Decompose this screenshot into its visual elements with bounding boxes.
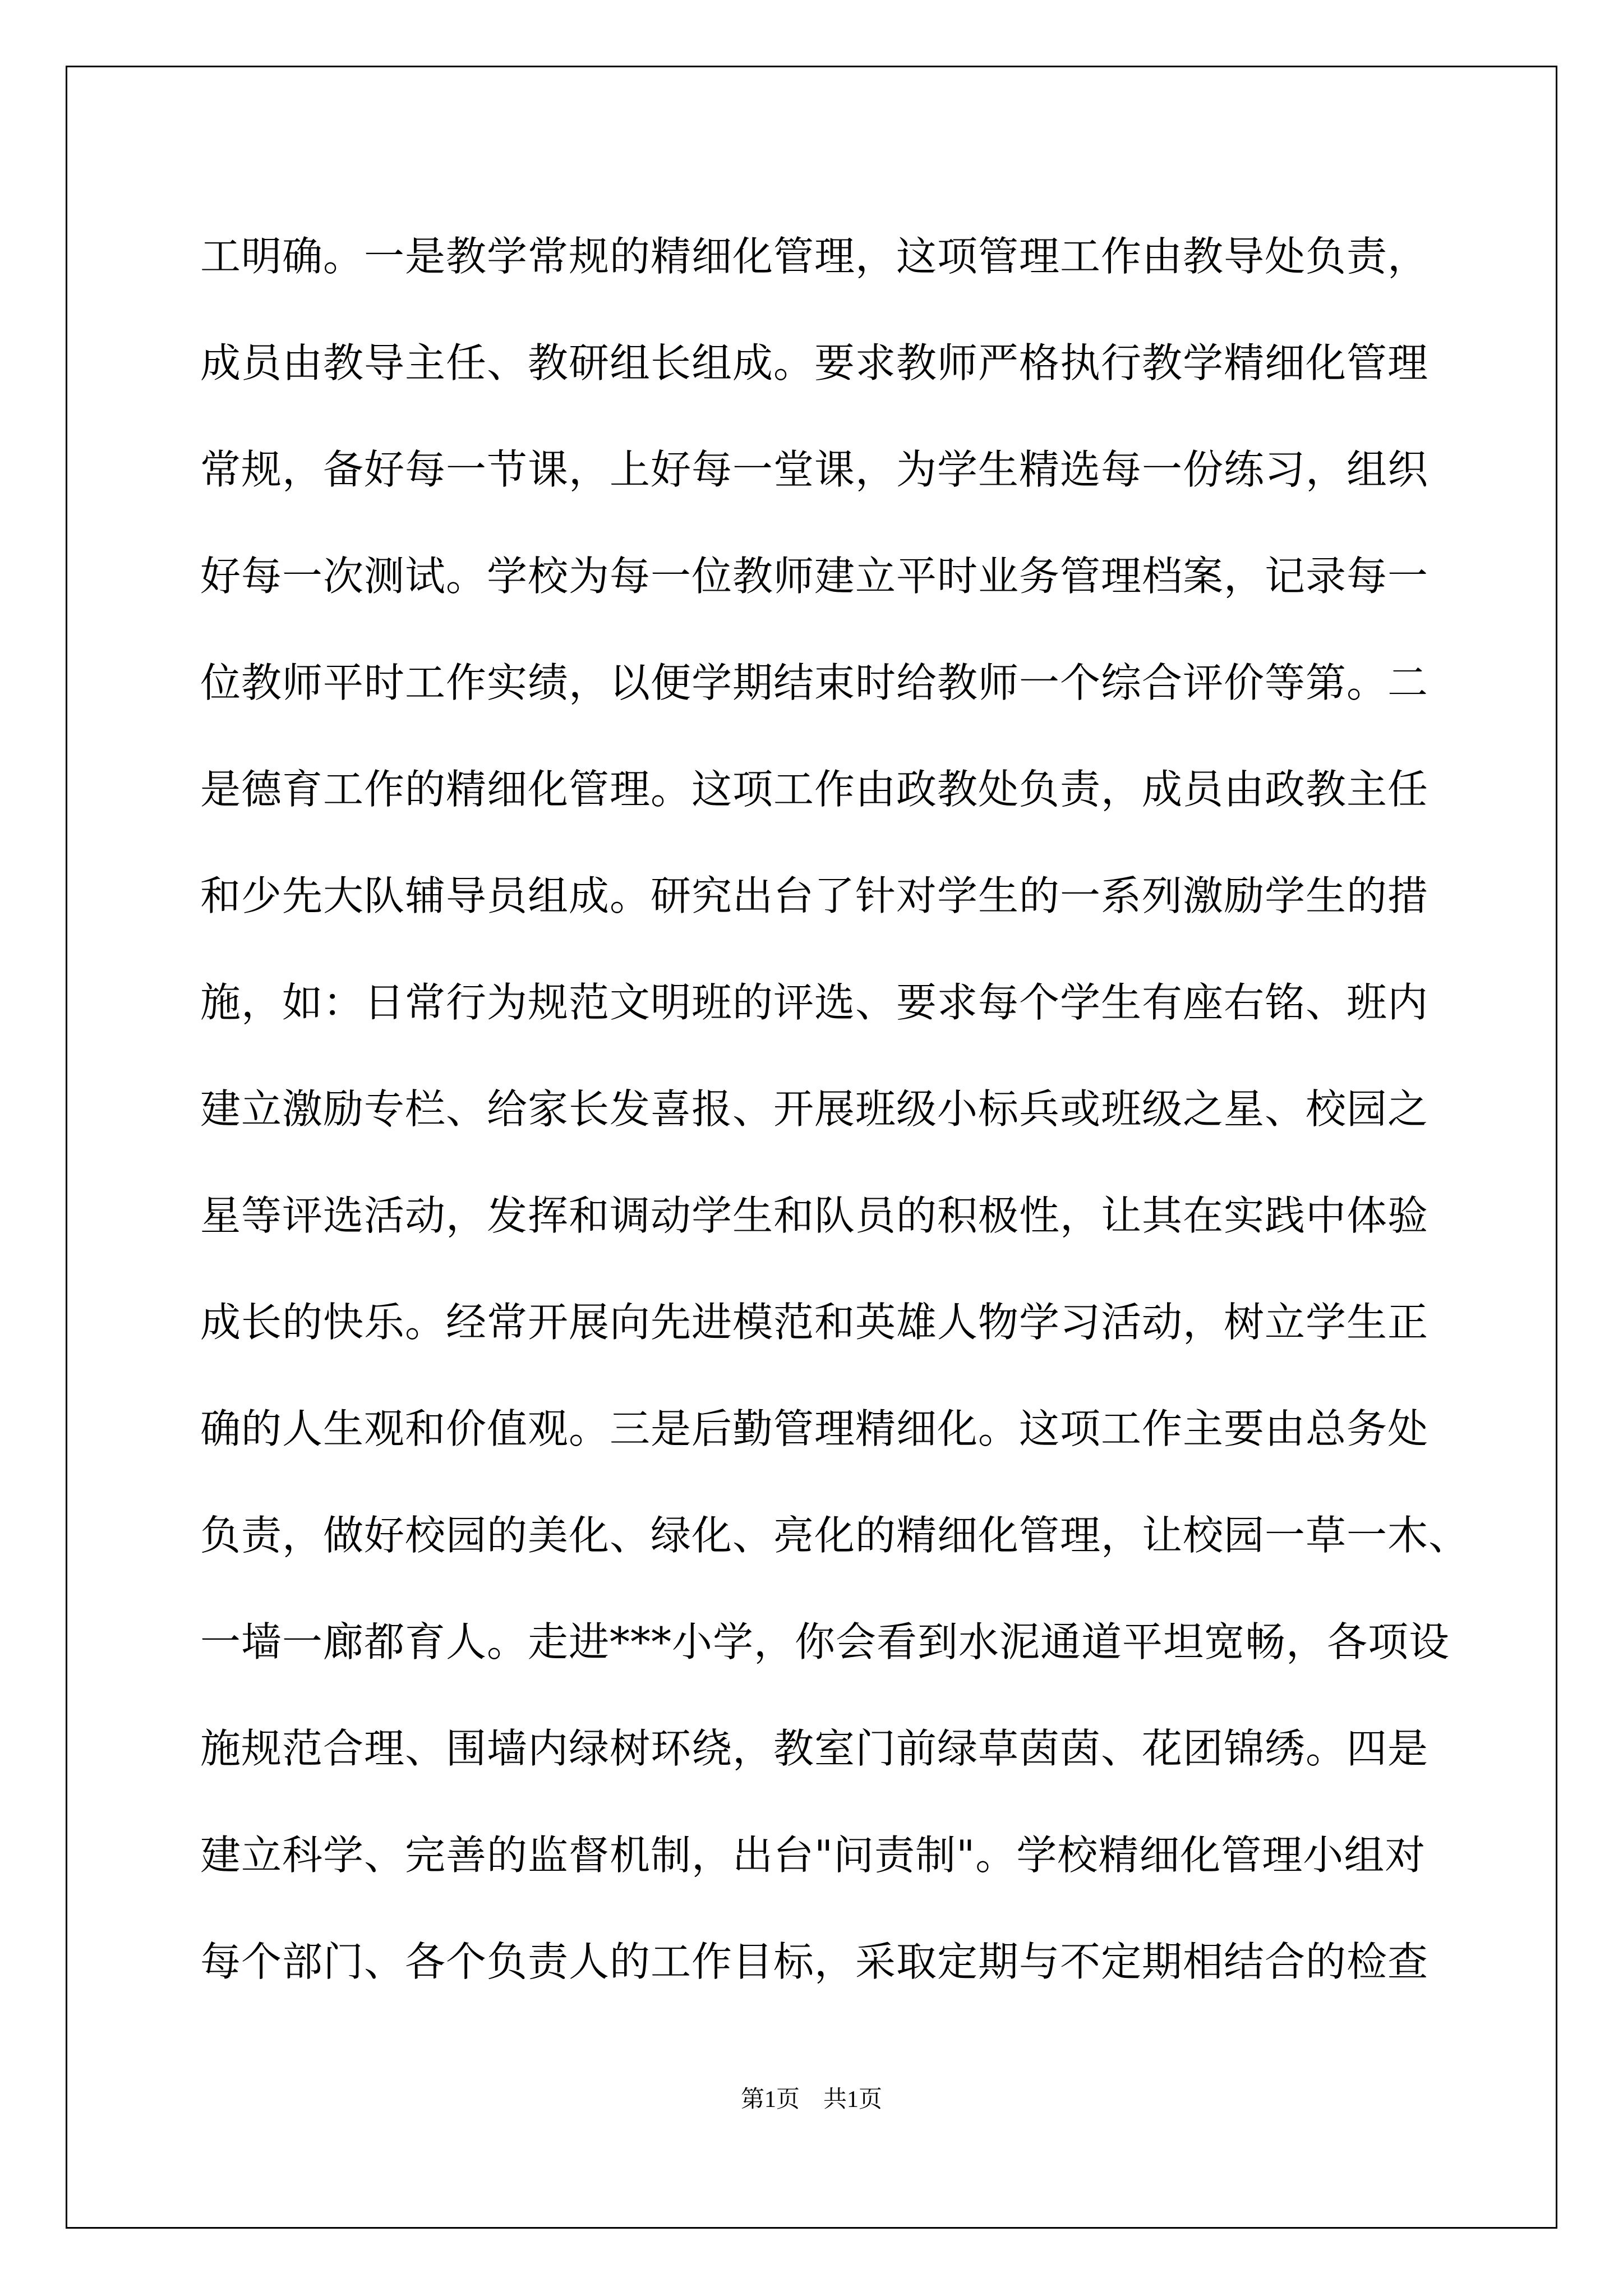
text-line-12: 确的人生观和价值观。三是后勤管理精细化。这项工作主要由总务处 — [200, 1405, 1429, 1452]
text-line-9: 建立激励专栏、给家长发喜报、开展班级小标兵或班级之星、校园之 — [200, 1085, 1429, 1133]
text-line-6: 是德育工作的精细化管理。这项工作由政教处负责，成员由政教主任 — [200, 766, 1429, 813]
text-line-3: 常规，备好每一节课，上好每一堂课，为学生精选每一份练习，组织 — [200, 446, 1429, 493]
page-number-footer: 第1页 共1页 — [740, 2087, 882, 2113]
text-line-4: 好每一次测试。学校为每一位教师建立平时业务管理档案，记录每一 — [200, 553, 1429, 600]
text-line-10: 星等评选活动，发挥和调动学生和队员的积极性，让其在实践中体验 — [200, 1192, 1429, 1239]
text-line-5: 位教师平时工作实绩，以便学期结束时给教师一个综合评价等第。二 — [200, 659, 1429, 706]
text-line-2: 成员由教导主任、教研组长组成。要求教师严格执行教学精细化管理 — [200, 339, 1429, 386]
text-line-14: 一墙一廊都育人。走进***小学，你会看到水泥通道平坦宽畅，各项设 — [200, 1618, 1450, 1665]
text-line-13: 负责，做好校园的美化、绿化、亮化的精细化管理，让校园一草一木、 — [200, 1512, 1470, 1559]
text-line-8: 施，如：日常行为规范文明班的评选、要求每个学生有座右铭、班内 — [200, 979, 1429, 1026]
text-line-15: 施规范合理、围墙内绿树环绕，教室门前绿草茵茵、花团锦绣。四是 — [200, 1725, 1429, 1772]
text-line-7: 和少先大队辅导员组成。研究出台了针对学生的一系列激励学生的措 — [200, 872, 1429, 919]
text-line-1: 工明确。一是教学常规的精细化管理，这项管理工作由教导处负责， — [200, 233, 1429, 280]
text-line-11: 成长的快乐。经常开展向先进模范和英雄人物学习活动，树立学生正 — [200, 1299, 1429, 1346]
text-line-17: 每个部门、各个负责人的工作目标，采取定期与不定期相结合的检查 — [200, 1938, 1429, 1985]
text-line-16: 建立科学、完善的监督机制，出台"问责制"。学校精细化管理小组对 — [200, 1832, 1426, 1879]
document-body — [200, 203, 1490, 2015]
